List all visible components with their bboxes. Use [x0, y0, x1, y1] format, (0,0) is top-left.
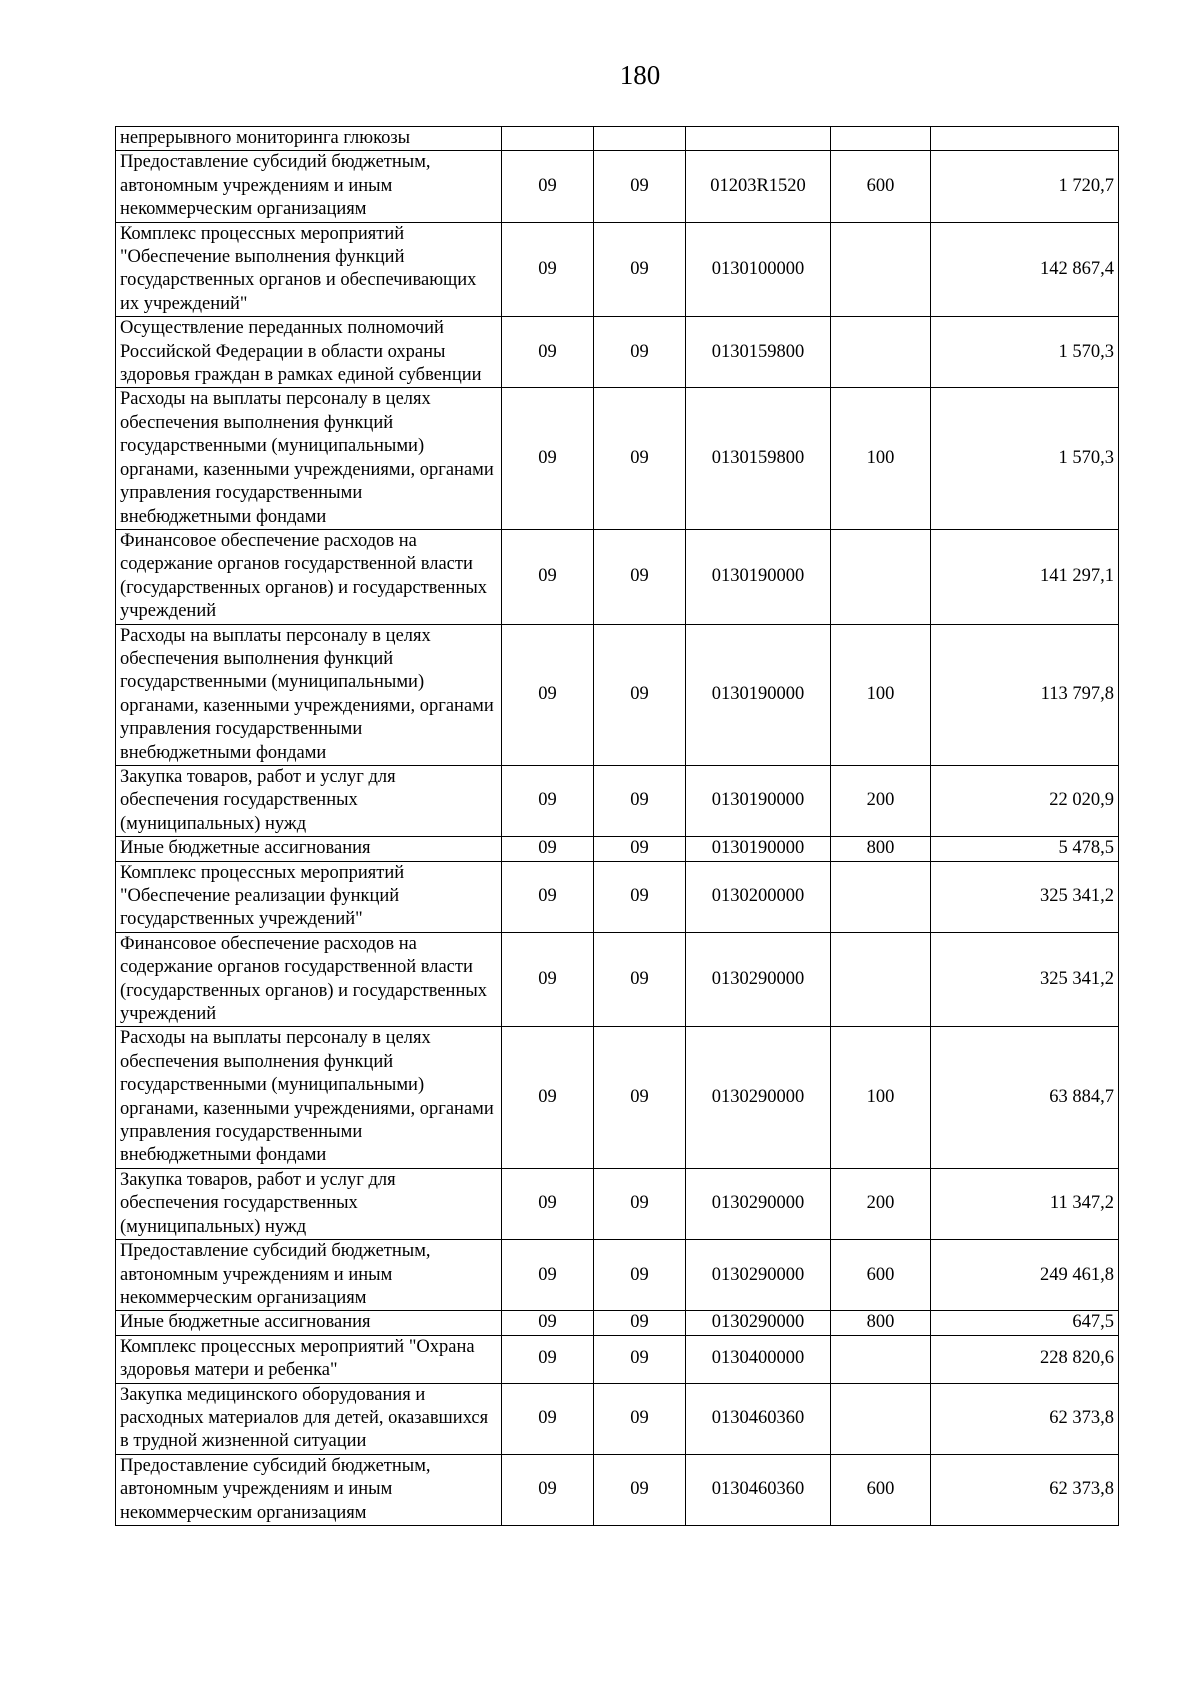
cell-amount: 647,5: [931, 1311, 1119, 1335]
cell-subsection: 09: [594, 837, 686, 861]
cell-name: Финансовое обеспечение расходов на содержание органов государственной власти (государственных органов) и государственных учреждений: [116, 529, 502, 624]
cell-amount: 1 570,3: [931, 388, 1119, 529]
cell-expense-type: 600: [831, 151, 931, 222]
cell-target-article: 0130190000: [686, 765, 831, 836]
cell-target-article: 0130290000: [686, 1311, 831, 1335]
cell-target-article: 0130460360: [686, 1454, 831, 1525]
cell-expense-type: [831, 861, 931, 932]
table-row: [116, 837, 1119, 861]
table-body: [116, 127, 1119, 1526]
cell-target-article: 0130290000: [686, 932, 831, 1027]
cell-expense-type: 800: [831, 837, 931, 861]
cell-target-article: 0130159800: [686, 388, 831, 529]
cell-name: Закупка медицинского оборудования и расходных материалов для детей, оказавшихся в трудной жизненной ситуации: [116, 1383, 502, 1454]
cell-amount: 1 720,7: [931, 151, 1119, 222]
cell-name: Расходы на выплаты персоналу в целях обеспечения выполнения функций государственными (муниципальными) органами, казенными учреждениями, органами управления государственными внебюджетными фондами: [116, 388, 502, 529]
cell-target-article: 0130460360: [686, 1383, 831, 1454]
cell-name: Осуществление переданных полномочий Российской Федерации в области охраны здоровья граждан в рамках единой субвенции: [116, 317, 502, 388]
cell-target-article: 0130290000: [686, 1240, 831, 1311]
cell-amount: 1 570,3: [931, 317, 1119, 388]
cell-name: Финансовое обеспечение расходов на содержание органов государственной власти (государственных органов) и государственных учреждений: [116, 932, 502, 1027]
cell-expense-type: 100: [831, 1027, 931, 1168]
table-row: [116, 1454, 1119, 1525]
cell-section: 09: [502, 222, 594, 317]
table-row: [116, 151, 1119, 222]
cell-subsection: 09: [594, 388, 686, 529]
cell-expense-type: 600: [831, 1454, 931, 1525]
cell-name: Иные бюджетные ассигнования: [116, 837, 502, 861]
cell-expense-type: [831, 127, 931, 151]
cell-amount: 228 820,6: [931, 1335, 1119, 1383]
cell-section: 09: [502, 1311, 594, 1335]
cell-subsection: 09: [594, 861, 686, 932]
cell-section: 09: [502, 1383, 594, 1454]
cell-target-article: 0130159800: [686, 317, 831, 388]
cell-expense-type: 100: [831, 388, 931, 529]
cell-expense-type: 200: [831, 765, 931, 836]
cell-amount: 325 341,2: [931, 932, 1119, 1027]
cell-target-article: 01203R1520: [686, 151, 831, 222]
cell-section: 09: [502, 317, 594, 388]
cell-subsection: 09: [594, 222, 686, 317]
cell-name: Комплекс процессных мероприятий "Обеспечение реализации функций государственных учреждений": [116, 861, 502, 932]
cell-section: 09: [502, 1335, 594, 1383]
cell-section: 09: [502, 1454, 594, 1525]
cell-section: [502, 127, 594, 151]
cell-expense-type: [831, 222, 931, 317]
cell-amount: 63 884,7: [931, 1027, 1119, 1168]
cell-amount: 325 341,2: [931, 861, 1119, 932]
cell-target-article: 0130190000: [686, 837, 831, 861]
table-row: [116, 1335, 1119, 1383]
cell-target-article: 0130290000: [686, 1027, 831, 1168]
cell-subsection: 09: [594, 1027, 686, 1168]
page-number: 180: [619, 60, 661, 90]
cell-amount: 113 797,8: [931, 624, 1119, 765]
cell-subsection: 09: [594, 317, 686, 388]
cell-name: Комплекс процессных мероприятий "Охрана здоровья матери и ребенка": [116, 1335, 502, 1383]
cell-target-article: 0130290000: [686, 1168, 831, 1239]
cell-name: Предоставление субсидий бюджетным, автономным учреждениям и иным некоммерческим организациям: [116, 1240, 502, 1311]
cell-section: 09: [502, 932, 594, 1027]
cell-subsection: 09: [594, 1240, 686, 1311]
cell-name: Расходы на выплаты персоналу в целях обеспечения выполнения функций государственными (муниципальными) органами, казенными учреждениями, органами управления государственными внебюджетными фондами: [116, 1027, 502, 1168]
cell-section: 09: [502, 529, 594, 624]
cell-subsection: 09: [594, 1311, 686, 1335]
table-row: [116, 1311, 1119, 1335]
cell-subsection: 09: [594, 1335, 686, 1383]
cell-target-article: 0130400000: [686, 1335, 831, 1383]
cell-name: Расходы на выплаты персоналу в целях обеспечения выполнения функций государственными (муниципальными) органами, казенными учреждениями, органами управления государственными внебюджетными фондами: [116, 624, 502, 765]
cell-name: Закупка товаров, работ и услуг для обеспечения государственных (муниципальных) нужд: [116, 765, 502, 836]
cell-subsection: 09: [594, 529, 686, 624]
cell-section: 09: [502, 1168, 594, 1239]
cell-section: 09: [502, 765, 594, 836]
cell-expense-type: [831, 1335, 931, 1383]
cell-subsection: 09: [594, 932, 686, 1027]
cell-section: 09: [502, 151, 594, 222]
cell-name: Предоставление субсидий бюджетным, автономным учреждениям и иным некоммерческим организациям: [116, 1454, 502, 1525]
cell-name: Комплекс процессных мероприятий "Обеспечение выполнения функций государственных органов и обеспечивающих их учреждений": [116, 222, 502, 317]
table-row: [116, 1383, 1119, 1454]
cell-expense-type: 800: [831, 1311, 931, 1335]
cell-target-article: 0130200000: [686, 861, 831, 932]
cell-expense-type: [831, 529, 931, 624]
cell-expense-type: 200: [831, 1168, 931, 1239]
cell-amount: 62 373,8: [931, 1454, 1119, 1525]
cell-amount: 5 478,5: [931, 837, 1119, 861]
cell-amount: 22 020,9: [931, 765, 1119, 836]
cell-subsection: 09: [594, 1383, 686, 1454]
cell-section: 09: [502, 624, 594, 765]
cell-section: 09: [502, 1027, 594, 1168]
table-row: [116, 932, 1119, 1027]
cell-amount: 249 461,8: [931, 1240, 1119, 1311]
cell-subsection: 09: [594, 1454, 686, 1525]
cell-subsection: [594, 127, 686, 151]
cell-amount: 11 347,2: [931, 1168, 1119, 1239]
cell-expense-type: 600: [831, 1240, 931, 1311]
table-row: [116, 624, 1119, 765]
cell-section: 09: [502, 1240, 594, 1311]
cell-target-article: 0130100000: [686, 222, 831, 317]
table-row: [116, 388, 1119, 529]
cell-target-article: [686, 127, 831, 151]
cell-expense-type: [831, 317, 931, 388]
table-row: [116, 127, 1119, 151]
cell-subsection: 09: [594, 151, 686, 222]
table-row: [116, 861, 1119, 932]
cell-amount: 62 373,8: [931, 1383, 1119, 1454]
table-row: [116, 1240, 1119, 1311]
budget-table: [115, 126, 1119, 1526]
cell-amount: 141 297,1: [931, 529, 1119, 624]
cell-expense-type: 100: [831, 624, 931, 765]
cell-name: Предоставление субсидий бюджетным, автономным учреждениям и иным некоммерческим организациям: [116, 151, 502, 222]
table-row: [116, 1168, 1119, 1239]
cell-section: 09: [502, 388, 594, 529]
table-row: [116, 529, 1119, 624]
cell-section: 09: [502, 837, 594, 861]
table-row: [116, 1027, 1119, 1168]
table-row: [116, 765, 1119, 836]
cell-name: непрерывного мониторинга глюкозы: [116, 127, 502, 151]
cell-target-article: 0130190000: [686, 624, 831, 765]
cell-name: Иные бюджетные ассигнования: [116, 1311, 502, 1335]
cell-section: 09: [502, 861, 594, 932]
table-row: [116, 222, 1119, 317]
cell-expense-type: [831, 1383, 931, 1454]
table-row: [116, 317, 1119, 388]
cell-subsection: 09: [594, 765, 686, 836]
cell-name: Закупка товаров, работ и услуг для обеспечения государственных (муниципальных) нужд: [116, 1168, 502, 1239]
cell-amount: 142 867,4: [931, 222, 1119, 317]
cell-subsection: 09: [594, 624, 686, 765]
cell-expense-type: [831, 932, 931, 1027]
cell-amount: [931, 127, 1119, 151]
cell-target-article: 0130190000: [686, 529, 831, 624]
cell-subsection: 09: [594, 1168, 686, 1239]
